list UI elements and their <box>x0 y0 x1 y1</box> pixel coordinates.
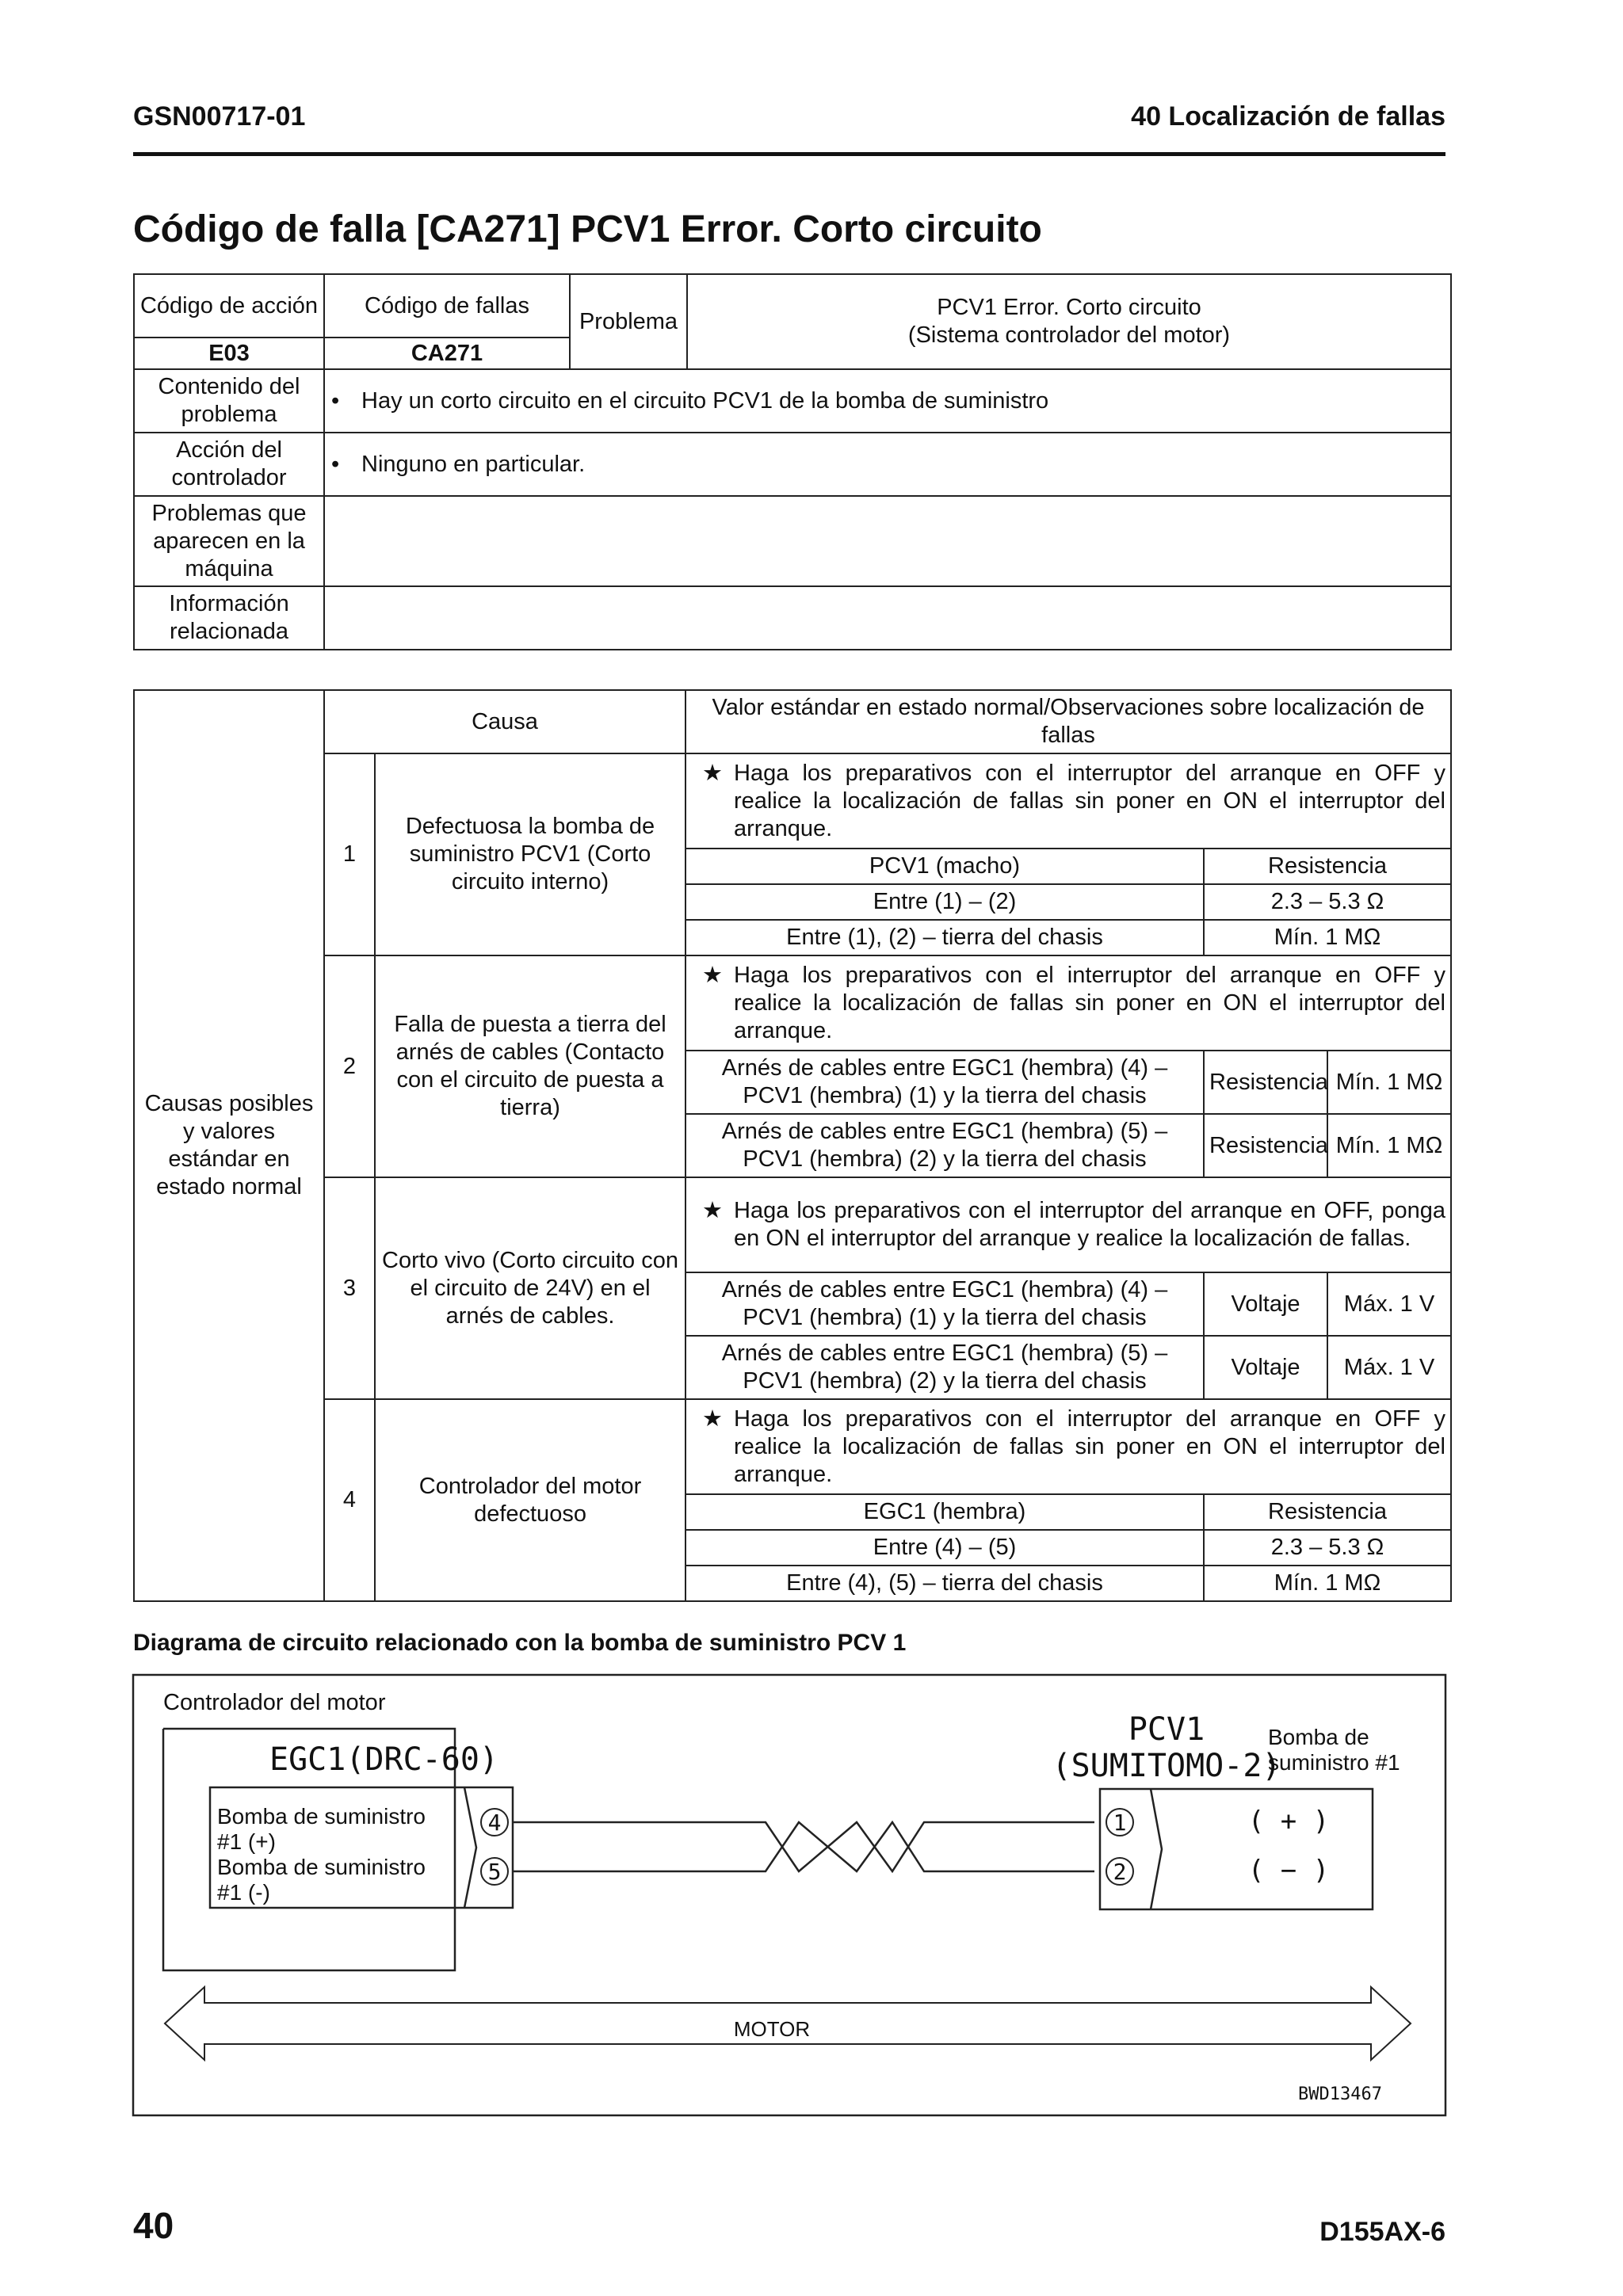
procedure-note-text: Haga los preparativos con el interruptor del arranque en OFF, ponga en ON el interruptor del arranque y realice la localización de fallas. <box>734 1198 1445 1251</box>
measure-value: Mín. 1 MΩ <box>1327 1051 1451 1114</box>
cause-description: Controlador del motor defectuoso <box>375 1399 685 1601</box>
header-rule <box>133 152 1445 156</box>
cause-description: Corto vivo (Corto circuito con el circuito de 24V) en el arnés de cables. <box>375 1177 685 1399</box>
doc-code: GSN00717-01 <box>133 101 306 132</box>
connector-left-bracket <box>464 1787 476 1908</box>
circuit-diagram <box>132 1673 1447 2117</box>
row-label: Acción del controlador <box>134 433 324 496</box>
measure-point: Entre (4) – (5) <box>685 1530 1204 1566</box>
wire-harness <box>512 1822 1094 1871</box>
connector-right-box <box>1100 1789 1373 1909</box>
connector-right-bracket <box>1151 1789 1162 1909</box>
star-icon: ★ <box>702 1405 724 1432</box>
procedure-note-text: Haga los preparativos con el interruptor del arranque en OFF y realice la localización de fallas sin poner en ON el interruptor del arranque. <box>734 1405 1445 1487</box>
measure-header: PCV1 (macho) <box>685 849 1204 884</box>
pin-number: 2 <box>1113 1859 1127 1885</box>
measure-value: Máx. 1 V <box>1327 1272 1451 1336</box>
procedure-note-text: Haga los preparativos con el interruptor del arranque en OFF y realice la localización de fallas sin poner en ON el interruptor del arranque. <box>734 962 1445 1043</box>
row-label: Información relacionada <box>134 586 324 650</box>
measure-point: Entre (4), (5) – tierra del chasis <box>685 1566 1204 1601</box>
procedure-note <box>685 1177 1451 1272</box>
connector-left-label: EGC1(DRC-60) <box>269 1741 498 1778</box>
connector-right-name: PCV1 <box>1128 1711 1205 1748</box>
measure-point: Arnés de cables entre EGC1 (hembra) (5) – PCV1 (hembra) (2) y la tierra del chasis <box>685 1114 1204 1177</box>
cause-description: Defectuosa la bomba de suministro PCV1 (Corto circuito interno) <box>375 753 685 955</box>
controller-label: Controlador del motor <box>163 1690 386 1715</box>
action-code-label: Código de acción <box>134 274 324 338</box>
pin-label: #1 (+) <box>217 1829 276 1854</box>
procedure-note <box>685 955 1451 1051</box>
pin-label: Bomba de suministro <box>217 1804 426 1829</box>
problem-value-sub: (Sistema controlador del motor) <box>907 322 1231 348</box>
connector-right-type: (SUMITOMO-2) <box>1052 1748 1281 1784</box>
action-code: E03 <box>134 338 324 369</box>
measure-type: Resistencia <box>1204 1051 1327 1114</box>
cause-number: 3 <box>324 1177 375 1399</box>
fault-info-table <box>133 273 1452 650</box>
measure-point: Arnés de cables entre EGC1 (hembra) (5) – PCV1 (hembra) (2) y la tierra del chasis <box>685 1336 1204 1399</box>
measure-value: Mín. 1 MΩ <box>1204 1566 1451 1601</box>
measure-type-header: Resistencia <box>1204 849 1451 884</box>
measure-point: Arnés de cables entre EGC1 (hembra) (4) – PCV1 (hembra) (1) y la tierra del chasis <box>685 1272 1204 1336</box>
row-value <box>324 496 1451 586</box>
row-value <box>324 586 1451 650</box>
page-number: 40 <box>133 2205 174 2246</box>
section-title: 40 Localización de fallas <box>1131 101 1445 132</box>
procedure-note-text: Haga los preparativos con el interruptor del arranque en OFF y realice la localización de fallas sin poner en ON el interruptor del arranque. <box>734 760 1445 841</box>
problem-value-main: PCV1 Error. Corto circuito <box>937 295 1201 320</box>
measure-point: Arnés de cables entre EGC1 (hembra) (4) – PCV1 (hembra) (1) y la tierra del chasis <box>685 1051 1204 1114</box>
pin-number: 1 <box>1113 1810 1127 1836</box>
value-header: Valor estándar en estado normal/Observaciones sobre localización de fallas <box>685 690 1451 753</box>
measure-value: Mín. 1 MΩ <box>1327 1114 1451 1177</box>
procedure-note <box>685 753 1451 849</box>
row-label: Problemas que aparecen en la máquina <box>134 496 324 586</box>
problem-value <box>687 274 1451 369</box>
procedure-note <box>685 1399 1451 1494</box>
measure-type: Resistencia <box>1204 1114 1327 1177</box>
row-label: Contenido del problema <box>134 369 324 433</box>
cause-description: Falla de puesta a tierra del arnés de cables (Contacto con el circuito de puesta a tierra) <box>375 955 685 1177</box>
polarity-label: ( + ) <box>1247 1806 1330 1837</box>
measure-type: Voltaje <box>1204 1336 1327 1399</box>
motor-label: MOTOR <box>733 2017 811 2041</box>
page-title: Código de falla [CA271] PCV1 Error. Corto circuito <box>133 208 1042 250</box>
wire-5-2 <box>512 1822 1094 1871</box>
star-icon: ★ <box>702 1198 724 1223</box>
pin-number: 4 <box>487 1810 502 1836</box>
measure-point: Entre (1), (2) – tierra del chasis <box>685 920 1204 955</box>
pump-label: Bomba de <box>1268 1725 1369 1749</box>
row-value: • Ninguno en particular. <box>324 433 1451 496</box>
row-value: • Hay un corto circuito en el circuito PCV1 de la bomba de suministro <box>324 369 1451 433</box>
model-code: D155AX-6 <box>1319 2217 1445 2247</box>
wire-4-1 <box>512 1822 1094 1871</box>
polarity-label: ( − ) <box>1247 1855 1330 1886</box>
star-icon: ★ <box>702 760 724 786</box>
pin-label: #1 (-) <box>217 1880 270 1905</box>
diagram-title: Diagrama de circuito relacionado con la bomba de suministro PCV 1 <box>133 1630 907 1656</box>
measure-value: Máx. 1 V <box>1327 1336 1451 1399</box>
measure-value: 2.3 – 5.3 Ω <box>1204 1530 1451 1566</box>
measure-point: Entre (1) – (2) <box>685 884 1204 920</box>
star-icon: ★ <box>702 962 724 988</box>
problem-label: Problema <box>570 274 687 369</box>
measure-type-header: Resistencia <box>1204 1494 1451 1530</box>
measure-type: Voltaje <box>1204 1272 1327 1336</box>
cause-number: 1 <box>324 753 375 955</box>
cause-header: Causa <box>324 690 685 753</box>
causes-left-label: Causas posibles y valores estándar en estado normal <box>134 690 324 1601</box>
cause-table <box>133 689 1452 1602</box>
fault-code: CA271 <box>324 338 570 369</box>
measure-value: 2.3 – 5.3 Ω <box>1204 884 1451 920</box>
pump-label: suministro #1 <box>1268 1750 1400 1775</box>
reference-code: BWD13467 <box>1298 2084 1382 2104</box>
pin-number: 5 <box>487 1859 502 1885</box>
cause-number: 2 <box>324 955 375 1177</box>
cause-number: 4 <box>324 1399 375 1601</box>
measure-header: EGC1 (hembra) <box>685 1494 1204 1530</box>
measure-value: Mín. 1 MΩ <box>1204 920 1451 955</box>
pin-label: Bomba de suministro <box>217 1855 426 1879</box>
fault-code-label: Código de fallas <box>324 274 570 338</box>
